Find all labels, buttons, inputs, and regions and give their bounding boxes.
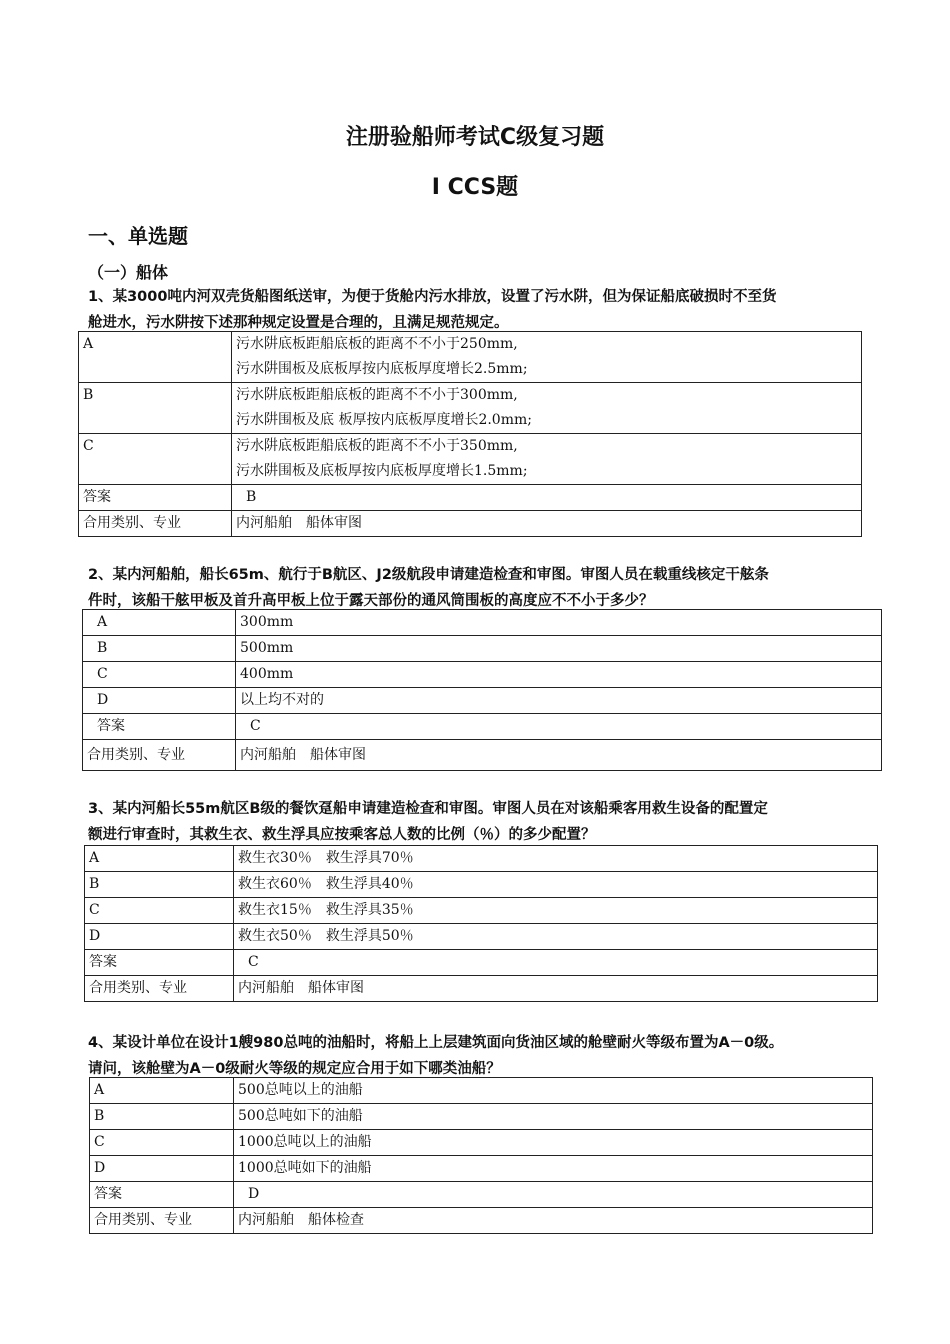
document-subtitle: Ⅰ CCS题 [431, 175, 519, 200]
question-line: 件时，该船干舷甲板及首升高甲板上位于露天部份的通风筒围板的高度应不不小于多少？ [88, 593, 654, 609]
answer-value: D [234, 1182, 873, 1208]
table-row [85, 898, 878, 924]
table-row [83, 636, 882, 662]
question-line: 舱进水，污水阱按下述那种规定设置是合理的，且满足规范规定。 [88, 315, 509, 331]
table-row [90, 1130, 873, 1156]
option-key: C [79, 434, 232, 485]
category-value: 内河船舶 船体检查 [234, 1208, 873, 1234]
table-row [83, 688, 882, 714]
category-label: 合用类别、专业 [79, 511, 232, 537]
category-value: 内河船舶 船体审图 [234, 976, 878, 1002]
option-text: 救生衣15％ 救生浮具35％ [234, 898, 878, 924]
category-label: 合用类别、专业 [83, 740, 236, 771]
option-text: 以上均不对的 [236, 688, 882, 714]
category-value: 内河船舶 船体审图 [232, 511, 862, 537]
table-row [79, 511, 862, 537]
question-4-options-table [89, 1077, 873, 1234]
option-text: 污水阱底板距船底板的距离不不小于300mm, 污水阱围板及底 板厚按内底板厚度增长2.0mm; [232, 383, 862, 434]
option-text: 300mm [236, 610, 882, 636]
table-row [90, 1208, 873, 1234]
category-value: 内河船舶 船体审图 [236, 740, 882, 771]
table-row [79, 383, 862, 434]
option-key: C [83, 662, 236, 688]
option-text: 污水阱底板距船底板的距离不不小于350mm, 污水阱围板及底板厚按内底板厚度增长1.5mm; [232, 434, 862, 485]
option-key: C [90, 1130, 234, 1156]
table-row [79, 485, 862, 511]
option-key: A [85, 846, 234, 872]
question-line: 3、某内河船长55m航区B级的餐饮趸船申请建造检查和审图。审图人员在对该船乘客用救生设备的配置定 [88, 801, 768, 817]
answer-label: 答案 [85, 950, 234, 976]
question-1-text [88, 284, 776, 336]
question-2-options-table [82, 609, 882, 771]
question-line: 请问，该舱壁为A－0级耐火等级的规定应合用于如下哪类油船？ [88, 1061, 501, 1077]
option-key: B [79, 383, 232, 434]
option-text: 500总吨以上的油船 [234, 1078, 873, 1104]
option-text: 500mm [236, 636, 882, 662]
option-text: 400mm [236, 662, 882, 688]
table-row [83, 662, 882, 688]
section-heading: 一、单选题 [88, 224, 188, 248]
option-text: 污水阱底板距船底板的距离不不小于250mm, 污水阱围板及底板厚按内底板厚度增长2.5mm; [232, 332, 862, 383]
question-line: 4、某设计单位在设计1艘980总吨的油船时，将船上上层建筑面向货油区域的舱壁耐火等级布置为A－0级。 [88, 1035, 784, 1051]
table-row [83, 714, 882, 740]
answer-label: 答案 [90, 1182, 234, 1208]
question-3-options-table [84, 845, 878, 1002]
table-row [90, 1156, 873, 1182]
document-title: 注册验船师考试C级复习题 [345, 125, 605, 150]
table-row [85, 872, 878, 898]
table-row [85, 950, 878, 976]
option-key: D [85, 924, 234, 950]
option-text: 500总吨如下的油船 [234, 1104, 873, 1130]
option-key: B [83, 636, 236, 662]
answer-value: B [232, 485, 862, 511]
table-row [85, 846, 878, 872]
question-line: 2、某内河船舶，船长65m、航行于B航区、J2级航段申请建造检查和审图。审图人员在载重线核定干舷条 [88, 567, 769, 583]
question-2-text [88, 562, 769, 614]
table-row [85, 924, 878, 950]
question-4-text [88, 1030, 783, 1082]
table-row [83, 740, 882, 771]
answer-label: 答案 [79, 485, 232, 511]
option-text: 救生衣50％ 救生浮具50％ [234, 924, 878, 950]
option-key: D [83, 688, 236, 714]
table-row [90, 1078, 873, 1104]
question-line: 1、某3000吨内河双壳货船图纸送审，为便于货舱内污水排放，设置了污水阱，但为保证船底破损时不至货 [88, 289, 777, 305]
option-key: B [85, 872, 234, 898]
answer-label: 答案 [83, 714, 236, 740]
answer-value: C [234, 950, 878, 976]
option-text: 救生衣30％ 救生浮具70％ [234, 846, 878, 872]
option-key: A [83, 610, 236, 636]
option-key: A [79, 332, 232, 383]
option-key: D [90, 1156, 234, 1182]
table-row [79, 332, 862, 383]
option-text: 1000总吨以上的油船 [234, 1130, 873, 1156]
answer-value: C [236, 714, 882, 740]
option-text: 1000总吨如下的油船 [234, 1156, 873, 1182]
question-1-options-table [78, 331, 862, 537]
question-3-text [88, 796, 768, 848]
subsection-heading: （一）船体 [88, 263, 169, 282]
table-row [85, 976, 878, 1002]
table-row [90, 1182, 873, 1208]
question-line: 额进行审查时，其救生衣、救生浮具应按乘客总人数的比例（％）的多少配置？ [88, 827, 596, 843]
option-key: C [85, 898, 234, 924]
option-key: B [90, 1104, 234, 1130]
option-key: A [90, 1078, 234, 1104]
table-row [79, 434, 862, 485]
option-text: 救生衣60％ 救生浮具40％ [234, 872, 878, 898]
table-row [83, 610, 882, 636]
category-label: 合用类别、专业 [85, 976, 234, 1002]
table-row [90, 1104, 873, 1130]
category-label: 合用类别、专业 [90, 1208, 234, 1234]
